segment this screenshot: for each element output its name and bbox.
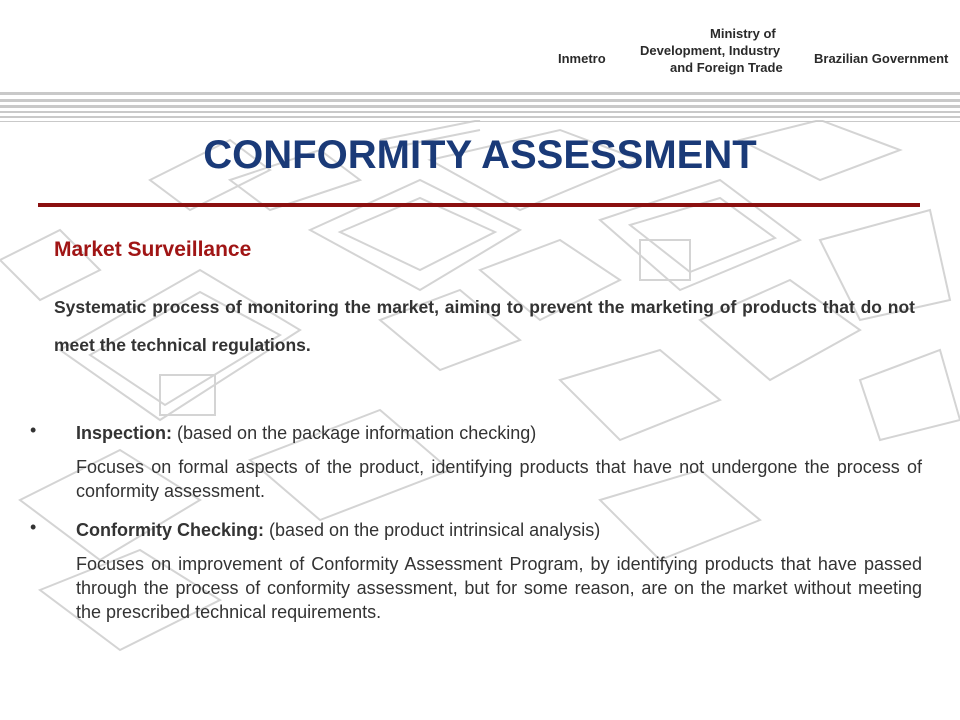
item-label: Conformity Checking: xyxy=(76,520,265,540)
title-underline xyxy=(38,203,920,207)
government-label: Brazilian Government xyxy=(814,51,949,66)
ministry-line-2: Development, Industry xyxy=(640,43,781,58)
page-title: CONFORMITY ASSESSMENT xyxy=(203,133,757,177)
ministry-line-1: Ministry of xyxy=(710,26,776,41)
item-label: Inspection: xyxy=(76,423,173,443)
header-stripes xyxy=(0,92,960,126)
item-note: (based on the package information checking) xyxy=(172,423,537,443)
list-item-inspection xyxy=(30,420,922,503)
ministry-line-3: and Foreign Trade xyxy=(670,60,783,75)
bullet-icon: • xyxy=(30,517,37,537)
item-heading xyxy=(76,517,922,543)
item-note: (based on the product intrinsical analysis) xyxy=(264,520,601,540)
item-body: Focuses on formal aspects of the product, identifying products that have not undergone the process of conformity assessment. xyxy=(76,457,922,501)
list-item-conformity-checking xyxy=(30,517,922,624)
section-subtitle: Market Surveillance xyxy=(54,238,252,261)
definition-text: Systematic process of monitoring the market, aiming to prevent the marketing of products that do not meet the technical regulations. xyxy=(54,297,915,355)
item-heading xyxy=(76,420,922,446)
bullet-icon: • xyxy=(30,420,37,440)
bullet-list xyxy=(30,420,922,624)
item-body: Focuses on improvement of Conformity Assessment Program, by identifying products that have passed through the process of conformity assessment, but for some reason, are on the market without meeting the prescribed technical requirements. xyxy=(76,554,922,622)
inmetro-label: Inmetro xyxy=(558,51,606,66)
ministry-label xyxy=(640,25,783,76)
header-bar xyxy=(0,0,960,98)
